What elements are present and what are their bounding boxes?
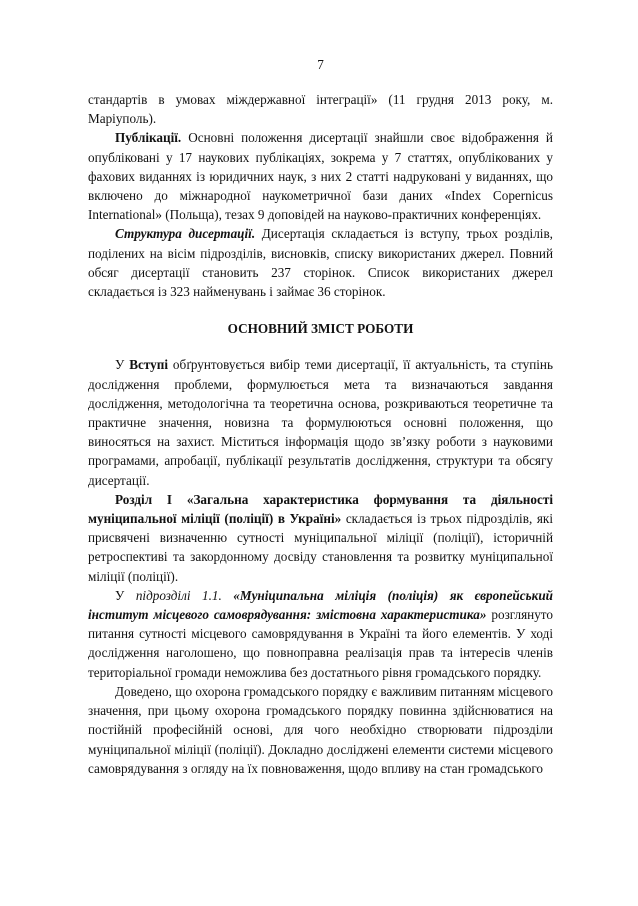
paragraph-subsection-1-1 (88, 586, 553, 682)
paragraph-chapter-1 (88, 490, 553, 586)
paragraph-text: розглянуто питання сутності місцевого самоврядування в Україні та його елементів. У ході дослідження наголошено, що повноправна реалізація прав та інтересів членів територіальної громади неможлива без достатнього рівня громадського порядку. (88, 607, 553, 680)
paragraph-prefix: У (115, 357, 130, 373)
paragraph-text: складається із трьох підрозділів, які присвячені визначенню сутності муніципальної міліції (поліції), історичній ретроспективі та закордонному досвіду становлення та розвитку муніципальної міліції (поліції). (88, 511, 553, 584)
paragraph-text: Основні положення дисертації знайшли своє відображення й опубліковані у 17 наукових публікаціях, зокрема у 7 статтях, опублікованих у фахових виданнях із юридичних наук, з них 2 статті надруковані у виданнях, що включено до міжнародної наукометричної бази даних «Index Copernicus International» (Польща), тезах 9 доповідей на науково-практичних конференціях. (88, 130, 553, 223)
subsection-title: «Муніципальна міліція (поліція) як європейський інститут місцевого самоврядування: змістовна характеристика» (88, 587, 553, 623)
paragraph-text: стандартів в умовах міждержавної інтеграції» (11 грудня 2013 року, м. Маріуполь). (88, 92, 553, 127)
paragraph-prefix: У (115, 587, 136, 603)
paragraph-text: обґрунтовується вибір теми дисертації, її актуальність, та ступінь дослідження проблеми, формулюється мета та визначаються завдання дослідження, методологічна та теоретична основа, розкриваються теоретичне та практичне значення, новизна та формулюються основні положення, що виносяться на захист. Міститься інформація щодо зв’язку роботи з науковими програмами, апробації, публікації результатів дослідження, структури та обсягу дисертації. (88, 357, 553, 488)
paragraph-introduction (88, 355, 553, 489)
section-heading: ОСНОВНИЙ ЗМІСТ РОБОТИ (227, 321, 414, 337)
body-text (88, 90, 553, 778)
paragraph-structure (88, 224, 553, 301)
paragraph-lead: Структура дисертації. (115, 226, 256, 242)
paragraph-conference-end (88, 90, 553, 128)
paragraph-proven (88, 682, 553, 778)
paragraph-lead: Публікації. (115, 130, 182, 146)
paragraph-text: Дисертація складається із вступу, трьох розділів, поділених на вісім підрозділів, висновків, списку використаних джерел. Повний обсяг дисертації становить 237 сторінок. Список використаних джерел складається із 323 найменувань і займає 36 сторінок. (88, 226, 553, 300)
page-number: 7 (317, 57, 324, 72)
paragraph-lead: Розділ І «Загальна характеристика формування та діяльності муніципальної міліції (поліції) в Україні» (88, 491, 553, 527)
paragraph-publications (88, 128, 553, 224)
paragraph-lead: Вступі (129, 357, 169, 373)
subsection-number: підрозділі 1.1. (135, 587, 222, 603)
paragraph-text: Доведено, що охорона громадського порядку є важливим питанням місцевого значення, при цьому охорона громадського порядку повинна здійснюватися на постійній професійній основі, для чого необхідно створювати підрозділи муніципальної міліції (поліції). Докладно досліджені елементи системи місцевого самоврядування з огляду на їх повноваження, щодо впливу на стан громадського (88, 683, 553, 776)
